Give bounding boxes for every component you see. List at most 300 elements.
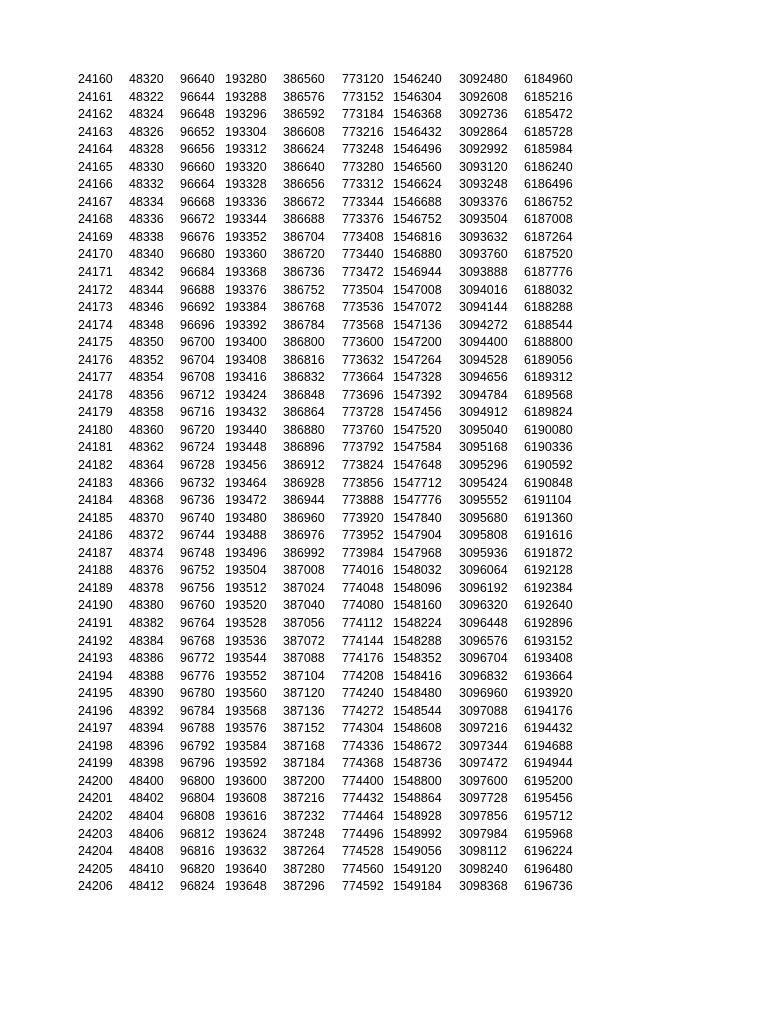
- table-cell: 48372: [129, 528, 164, 543]
- table-cell: 24187: [78, 545, 113, 560]
- table-cell: 24172: [78, 282, 113, 297]
- table-cell: 48400: [129, 773, 164, 788]
- table-cell: 6187520: [524, 247, 573, 262]
- table-cell: 773312: [342, 177, 384, 192]
- table-cell: 96724: [180, 440, 215, 455]
- table-cell: 193488: [225, 528, 267, 543]
- table-cell: 774304: [342, 721, 384, 736]
- table-cell: 387152: [283, 721, 325, 736]
- table-cell: 386688: [283, 212, 325, 227]
- table-cell: 96812: [180, 826, 215, 841]
- table-cell: 24175: [78, 335, 113, 350]
- table-cell: 1547776: [393, 493, 442, 508]
- table-cell: 773280: [342, 159, 384, 174]
- table-cell: 96728: [180, 458, 215, 473]
- table-cell: 193384: [225, 300, 267, 315]
- table-cell: 1547840: [393, 510, 442, 525]
- table-cell: 3092480: [459, 72, 508, 86]
- table-cell: 3096064: [459, 563, 508, 578]
- table-cell: 96792: [180, 738, 215, 753]
- table-cell: 96776: [180, 668, 215, 683]
- table-cell: 6189824: [524, 405, 573, 420]
- table-cell: 773632: [342, 352, 384, 367]
- table-cell: 193512: [225, 580, 267, 595]
- table-cell: 1547904: [393, 528, 442, 543]
- table-cell: 193600: [225, 773, 267, 788]
- table-cell: 193536: [225, 633, 267, 648]
- table-cell: 96668: [180, 194, 215, 209]
- table-cell: 96788: [180, 721, 215, 736]
- table-cell: 3094656: [459, 370, 508, 385]
- table-cell: 387072: [283, 633, 325, 648]
- table-cell: 3095680: [459, 510, 508, 525]
- table-cell: 1546944: [393, 265, 442, 280]
- table-cell: 3096960: [459, 686, 508, 701]
- table-cell: 6195200: [524, 773, 573, 788]
- table-cell: 387168: [283, 738, 325, 753]
- table-cell: 3095168: [459, 440, 508, 455]
- table-cell: 193408: [225, 352, 267, 367]
- table-cell: 193440: [225, 422, 267, 437]
- table-cell: 3092864: [459, 124, 508, 139]
- table-cell: 3097088: [459, 703, 508, 718]
- table-cell: 6188288: [524, 300, 573, 315]
- table-cell: 24190: [78, 598, 113, 613]
- table-cell: 774080: [342, 598, 384, 613]
- table-cell: 193576: [225, 721, 267, 736]
- table-cell: 386800: [283, 335, 325, 350]
- table-cell: 6187008: [524, 212, 573, 227]
- table-cell: 1548352: [393, 651, 442, 666]
- table-cell: 193640: [225, 861, 267, 876]
- table-cell: 193416: [225, 370, 267, 385]
- table-cell: 24188: [78, 563, 113, 578]
- table-cell: 193280: [225, 72, 267, 86]
- table-cell: 3092736: [459, 107, 508, 122]
- table-cell: 6188800: [524, 335, 573, 350]
- table-cell: 773728: [342, 405, 384, 420]
- table-cell: 48394: [129, 721, 164, 736]
- table-cell: 1547200: [393, 335, 442, 350]
- table-cell: 773216: [342, 124, 384, 139]
- table-cell: 24179: [78, 405, 113, 420]
- table-cell: 96676: [180, 229, 215, 244]
- table-cell: 774048: [342, 580, 384, 595]
- table-cell: 6195968: [524, 826, 573, 841]
- table-cell: 193584: [225, 738, 267, 753]
- table-cell: 386576: [283, 89, 325, 104]
- table-cell: 774272: [342, 703, 384, 718]
- table-cell: 387248: [283, 826, 325, 841]
- table-cell: 96744: [180, 528, 215, 543]
- table-cell: 774592: [342, 879, 384, 894]
- table-cell: 387008: [283, 563, 325, 578]
- table-cell: 773760: [342, 422, 384, 437]
- table-cell: 48382: [129, 615, 164, 630]
- table-cell: 1548096: [393, 580, 442, 595]
- table-cell: 6185728: [524, 124, 573, 139]
- table-cell: 96708: [180, 370, 215, 385]
- table-cell: 96704: [180, 352, 215, 367]
- table-cell: 48398: [129, 756, 164, 771]
- table-cell: 387120: [283, 686, 325, 701]
- table-cell: 48326: [129, 124, 164, 139]
- table-cell: 774368: [342, 756, 384, 771]
- table-cell: 193304: [225, 124, 267, 139]
- table-cell: 96672: [180, 212, 215, 227]
- table-cell: 24168: [78, 212, 113, 227]
- table-cell: 386720: [283, 247, 325, 262]
- table-cell: 1546432: [393, 124, 442, 139]
- table-cell: 773152: [342, 89, 384, 104]
- table-cell: 24202: [78, 808, 113, 823]
- table-cell: 24205: [78, 861, 113, 876]
- table-cell: 774496: [342, 826, 384, 841]
- table-cell: 24170: [78, 247, 113, 262]
- table-cell: 193312: [225, 142, 267, 157]
- table-cell: 773440: [342, 247, 384, 262]
- table-cell: 1548992: [393, 826, 442, 841]
- table-cell: 24178: [78, 387, 113, 402]
- table-cell: 3096832: [459, 668, 508, 683]
- table-cell: 773408: [342, 229, 384, 244]
- table-cell: 48412: [129, 879, 164, 894]
- table-cell: 193288: [225, 89, 267, 104]
- table-cell: 96688: [180, 282, 215, 297]
- table-cell: 96696: [180, 317, 215, 332]
- table-cell: 193424: [225, 387, 267, 402]
- table-cell: 773920: [342, 510, 384, 525]
- table-cell: 1546560: [393, 159, 442, 174]
- table-cell: 1548864: [393, 791, 442, 806]
- table-cell: 48388: [129, 668, 164, 683]
- table-cell: 387184: [283, 756, 325, 771]
- table-cell: 96660: [180, 159, 215, 174]
- table-cell: 193592: [225, 756, 267, 771]
- table-cell: 193344: [225, 212, 267, 227]
- table-cell: 386704: [283, 229, 325, 244]
- table-cell: 24200: [78, 773, 113, 788]
- table-cell: 48334: [129, 194, 164, 209]
- table-cell: 774400: [342, 773, 384, 788]
- table-cell: 48374: [129, 545, 164, 560]
- table-cell: 1548032: [393, 563, 442, 578]
- table-cell: 3097472: [459, 756, 508, 771]
- table-cell: 1547968: [393, 545, 442, 560]
- table-cell: 3097856: [459, 808, 508, 823]
- table-cell: 773600: [342, 335, 384, 350]
- table-cell: 6191104: [524, 493, 572, 508]
- table-cell: 48354: [129, 370, 164, 385]
- table-cell: 6185984: [524, 142, 573, 157]
- table-cell: 48408: [129, 844, 164, 859]
- table-cell: 96780: [180, 686, 215, 701]
- table-cell: 96732: [180, 475, 215, 490]
- table-cell: 773696: [342, 387, 384, 402]
- table-cell: 24199: [78, 756, 113, 771]
- table-cell: 1546752: [393, 212, 442, 227]
- table-cell: 6191872: [524, 545, 573, 560]
- table-cell: 386848: [283, 387, 325, 402]
- table-cell: 193632: [225, 844, 267, 859]
- table-cell: 3093120: [459, 159, 508, 174]
- table-cell: 48346: [129, 300, 164, 315]
- table-cell: 24165: [78, 159, 113, 174]
- table-cell: 48386: [129, 651, 164, 666]
- table-cell: 386560: [283, 72, 325, 86]
- table-cell: 48332: [129, 177, 164, 192]
- table-cell: 1548800: [393, 773, 442, 788]
- table-cell: 774336: [342, 738, 384, 753]
- table-cell: 24184: [78, 493, 113, 508]
- table-cell: 48368: [129, 493, 164, 508]
- table-cell: 1549120: [393, 861, 442, 876]
- table-cell: 96684: [180, 265, 215, 280]
- table-cell: 386752: [283, 282, 325, 297]
- table-cell: 96824: [180, 879, 215, 894]
- table-cell: 6194944: [524, 756, 573, 771]
- table-cell: 3094144: [459, 300, 508, 315]
- table-cell: 3097600: [459, 773, 508, 788]
- table-cell: 96644: [180, 89, 215, 104]
- table-cell: 48406: [129, 826, 164, 841]
- table-cell: 3096576: [459, 633, 508, 648]
- table-cell: 3092608: [459, 89, 508, 104]
- table-cell: 48376: [129, 563, 164, 578]
- table-cell: 3097728: [459, 791, 508, 806]
- table-cell: 1546880: [393, 247, 442, 262]
- table-cell: 773824: [342, 458, 384, 473]
- table-cell: 193296: [225, 107, 267, 122]
- table-cell: 386992: [283, 545, 325, 560]
- table-cell: 3095552: [459, 493, 508, 508]
- table-cell: 387264: [283, 844, 325, 859]
- table-cell: 96716: [180, 405, 215, 420]
- table-cell: 96640: [180, 72, 215, 86]
- table-cell: 96692: [180, 300, 215, 315]
- table-cell: 96756: [180, 580, 215, 595]
- table-cell: 6189056: [524, 352, 573, 367]
- table-cell: 1547392: [393, 387, 442, 402]
- table-cell: 48322: [129, 89, 164, 104]
- table-cell: 6186752: [524, 194, 573, 209]
- table-cell: 24176: [78, 352, 113, 367]
- table-cell: 24182: [78, 458, 113, 473]
- table-cell: 386736: [283, 265, 325, 280]
- table-cell: 24162: [78, 107, 113, 122]
- table-cell: 387280: [283, 861, 325, 876]
- table-cell: 1546688: [393, 194, 442, 209]
- table-cell: 1546304: [393, 89, 442, 104]
- table-cell: 48352: [129, 352, 164, 367]
- table-cell: 193520: [225, 598, 267, 613]
- table-cell: 6191360: [524, 510, 573, 525]
- table-cell: 193352: [225, 229, 267, 244]
- table-cell: 6185216: [524, 89, 573, 104]
- table-cell: 193608: [225, 791, 267, 806]
- table-cell: 1548544: [393, 703, 442, 718]
- table-cell: 773504: [342, 282, 384, 297]
- table-cell: 6187776: [524, 265, 573, 280]
- table-cell: 3095424: [459, 475, 508, 490]
- table-cell: 3092992: [459, 142, 508, 157]
- table-cell: 774240: [342, 686, 384, 701]
- table-cell: 24166: [78, 177, 113, 192]
- table-cell: 3094912: [459, 405, 508, 420]
- table-cell: 3094400: [459, 335, 508, 350]
- table-cell: 1549184: [393, 879, 442, 894]
- table-cell: 1548736: [393, 756, 442, 771]
- table-cell: 386608: [283, 124, 325, 139]
- table-cell: 1548480: [393, 686, 442, 701]
- table-cell: 3094272: [459, 317, 508, 332]
- table-cell: 48364: [129, 458, 164, 473]
- table-cell: 1546624: [393, 177, 442, 192]
- table-cell: 774464: [342, 808, 384, 823]
- table-cell: 773568: [342, 317, 384, 332]
- table-cell: 24163: [78, 124, 113, 139]
- table-cell: 387216: [283, 791, 325, 806]
- table-cell: 774144: [342, 633, 384, 648]
- table-cell: 96664: [180, 177, 215, 192]
- table-cell: 96772: [180, 651, 215, 666]
- table-cell: 48404: [129, 808, 164, 823]
- table-cell: 193552: [225, 668, 267, 683]
- table-cell: 48348: [129, 317, 164, 332]
- table-cell: 386864: [283, 405, 325, 420]
- table-cell: 6184960: [524, 72, 573, 86]
- table-cell: 96712: [180, 387, 215, 402]
- table-cell: 24191: [78, 615, 113, 630]
- table-cell: 96784: [180, 703, 215, 718]
- table-cell: 387104: [283, 668, 325, 683]
- table-cell: 1547136: [393, 317, 442, 332]
- table-cell: 773536: [342, 300, 384, 315]
- table-cell: 387296: [283, 879, 325, 894]
- table-cell: 6196224: [524, 844, 573, 859]
- table-cell: 96804: [180, 791, 215, 806]
- table-cell: 24181: [78, 440, 113, 455]
- table-cell: 387232: [283, 808, 325, 823]
- table-cell: 48380: [129, 598, 164, 613]
- table-cell: 193464: [225, 475, 267, 490]
- table-cell: 1547456: [393, 405, 442, 420]
- table-cell: 386656: [283, 177, 325, 192]
- table-cell: 386784: [283, 317, 325, 332]
- table-cell: 774528: [342, 844, 384, 859]
- table-cell: 3098240: [459, 861, 508, 876]
- table-cell: 3095936: [459, 545, 508, 560]
- table-cell: 193328: [225, 177, 267, 192]
- table-cell: 24164: [78, 142, 113, 157]
- table-cell: 6189312: [524, 370, 573, 385]
- table-cell: 24197: [78, 721, 113, 736]
- table-cell: 24185: [78, 510, 113, 525]
- table-cell: 193616: [225, 808, 267, 823]
- table-cell: 48320: [129, 72, 164, 86]
- table-cell: 48360: [129, 422, 164, 437]
- table-cell: 24189: [78, 580, 113, 595]
- table-cell: 48330: [129, 159, 164, 174]
- table-cell: 96816: [180, 844, 215, 859]
- table-cell: 1547712: [393, 475, 442, 490]
- table-cell: 48356: [129, 387, 164, 402]
- table-cell: 193432: [225, 405, 267, 420]
- table-cell: 3095296: [459, 458, 508, 473]
- table-cell: 24180: [78, 422, 113, 437]
- table-cell: 1546368: [393, 107, 442, 122]
- table-cell: 773792: [342, 440, 384, 455]
- table-cell: 96768: [180, 633, 215, 648]
- table-cell: 774016: [342, 563, 384, 578]
- table-cell: 3093376: [459, 194, 508, 209]
- table-cell: 773248: [342, 142, 384, 157]
- table-cell: 6193152: [524, 633, 573, 648]
- table-cell: 24192: [78, 633, 113, 648]
- table-cell: 6194432: [524, 721, 573, 736]
- table-cell: 96748: [180, 545, 215, 560]
- table-cell: 386912: [283, 458, 325, 473]
- table-cell: 48324: [129, 107, 164, 122]
- table-cell: 24203: [78, 826, 113, 841]
- table-cell: 6192640: [524, 598, 573, 613]
- table-cell: 96752: [180, 563, 215, 578]
- table-cell: 96652: [180, 124, 215, 139]
- table-cell: 48340: [129, 247, 164, 262]
- table-cell: 387200: [283, 773, 325, 788]
- table-cell: 24204: [78, 844, 113, 859]
- table-cell: 48384: [129, 633, 164, 648]
- table-cell: 24201: [78, 791, 113, 806]
- table-cell: 193448: [225, 440, 267, 455]
- table-cell: 6194176: [524, 703, 573, 718]
- table-cell: 386768: [283, 300, 325, 315]
- table-cell: 193320: [225, 159, 267, 174]
- table-cell: 48338: [129, 229, 164, 244]
- table-cell: 1548416: [393, 668, 442, 683]
- table-cell: 96808: [180, 808, 215, 823]
- table-cell: 6194688: [524, 738, 573, 753]
- table-cell: 24195: [78, 686, 113, 701]
- table-cell: 6188544: [524, 317, 573, 332]
- table-cell: 24194: [78, 668, 113, 683]
- table-cell: 193560: [225, 686, 267, 701]
- table-cell: 48362: [129, 440, 164, 455]
- table-cell: 24198: [78, 738, 113, 753]
- table-cell: 48350: [129, 335, 164, 350]
- table-cell: 387040: [283, 598, 325, 613]
- table-cell: 96680: [180, 247, 215, 262]
- table-cell: 193400: [225, 335, 267, 350]
- table-cell: 6187264: [524, 229, 573, 244]
- table-cell: 3096192: [459, 580, 508, 595]
- table-cell: 387024: [283, 580, 325, 595]
- table-cell: 3098368: [459, 879, 508, 894]
- table-cell: 1547264: [393, 352, 442, 367]
- table-cell: 774560: [342, 861, 384, 876]
- table-cell: 6192384: [524, 580, 573, 595]
- table-cell: 24186: [78, 528, 113, 543]
- table-cell: 773472: [342, 265, 384, 280]
- table-cell: 1547008: [393, 282, 442, 297]
- table-cell: 773888: [342, 493, 384, 508]
- table-cell: 1548672: [393, 738, 442, 753]
- table-cell: 3093632: [459, 229, 508, 244]
- table-cell: 96820: [180, 861, 215, 876]
- table-cell: 48358: [129, 405, 164, 420]
- table-cell: 3093248: [459, 177, 508, 192]
- table-cell: 96700: [180, 335, 215, 350]
